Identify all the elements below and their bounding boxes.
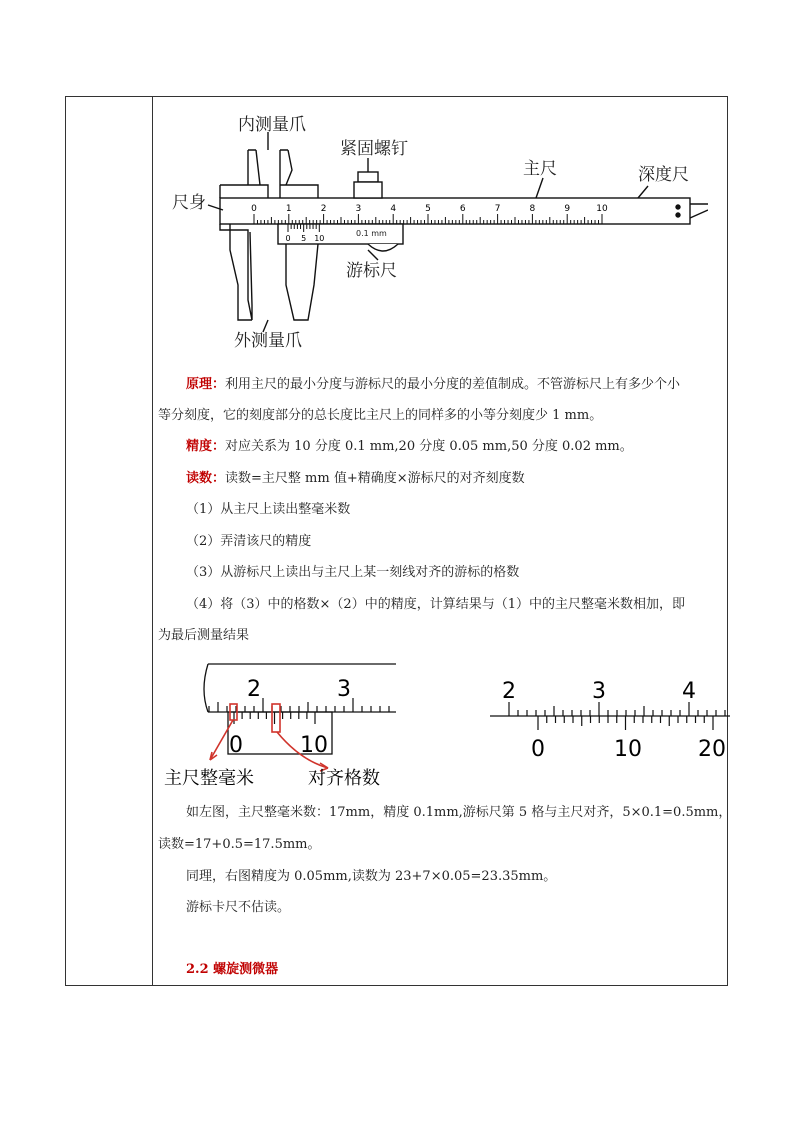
label-lock-screw: 紧固螺钉 [340, 139, 408, 159]
right-vernier-num: 20 [698, 737, 726, 762]
principle-line-1: 原理：利用主尺的最小分度与游标尺的最小分度的差值制成。不管游标尺上有多少个小 [186, 377, 681, 392]
right-main-num: 3 [592, 679, 606, 704]
label-outer-jaw: 外测量爪 [234, 331, 302, 351]
reading-line: 读数：读数=主尺整 mm 值+精确度×游标尺的对齐刻度数 [186, 471, 525, 486]
label-main-scale: 主尺 [523, 159, 557, 179]
right-vernier-num: 0 [531, 737, 545, 762]
example-2: 同理，右图精度为 0.05mm,读数为 23+7×0.05=23.35mm。 [186, 869, 557, 884]
caliper-main-number: 10 [596, 204, 608, 214]
label-main-mm: 主尺整毫米 [164, 768, 254, 789]
label-depth-rod: 深度尺 [638, 165, 689, 185]
caliper-main-number: 2 [320, 204, 327, 214]
highlight-box-align [272, 704, 280, 732]
caliper-main-number: 9 [564, 204, 571, 214]
caliper-main-number: 5 [425, 204, 431, 214]
example-1-line-2: 读数=17+0.5=17.5mm。 [158, 837, 321, 852]
right-main-num: 2 [502, 679, 516, 704]
caliper-vernier-number: 0 [285, 234, 291, 243]
caliper-main-number: 4 [390, 204, 397, 214]
step-3: （3）从游标尺上读出与主尺上某一刻线对齐的游标的格数 [186, 565, 520, 580]
caliper-vernier-number: 5 [301, 234, 307, 243]
label-precision: 0.1 mm [356, 229, 387, 238]
step-1: （1）从主尺上读出整毫米数 [186, 502, 351, 517]
label-body: 尺身 [172, 193, 206, 213]
caliper-main-number: 6 [459, 204, 466, 214]
principle-line-2: 等分刻度，它的刻度部分的总长度比主尺上的同样多的小等分刻度少 1 mm。 [158, 408, 603, 423]
table-left-column [66, 97, 153, 985]
caliper-main-number: 3 [355, 204, 362, 214]
caliper-vernier-number: 10 [314, 234, 325, 243]
left-main-num: 2 [247, 677, 261, 702]
label-inner-jaw: 内测量爪 [238, 115, 306, 135]
precision-line: 精度：对应关系为 10 分度 0.1 mm,20 分度 0.05 mm,50 分度 0.02 mm。 [186, 439, 633, 454]
caliper-main-number: 8 [529, 204, 536, 214]
example-right-figure [490, 672, 730, 767]
left-main-num: 3 [337, 677, 351, 702]
caliper-main-number: 7 [494, 204, 501, 214]
note-line: 游标卡尺不估读。 [186, 900, 291, 915]
vernier-caliper-diagram [168, 110, 708, 355]
example-left-figure [160, 660, 400, 790]
label-align-count: 对齐格数 [308, 768, 380, 789]
section-heading: 2.2 螺旋测微器 [186, 962, 279, 977]
left-vernier-num: 10 [300, 733, 328, 758]
right-main-num: 4 [682, 679, 696, 704]
step-4-line-2: 为最后测量结果 [158, 628, 250, 643]
caliper-main-number: 0 [251, 204, 257, 214]
right-vernier-num: 10 [614, 737, 642, 762]
label-vernier: 游标尺 [346, 261, 397, 281]
example-1-line-1: 如左图，主尺整毫米数：17mm，精度 0.1mm,游标尺第 5 格与主尺对齐，5×0.1=0.5mm， [186, 805, 732, 820]
left-vernier-num: 0 [229, 733, 243, 758]
caliper-main-number: 1 [285, 204, 292, 214]
step-2: （2）弄清该尺的精度 [186, 534, 312, 549]
step-4-line-1: （4）将（3）中的格数×（2）中的精度，计算结果与（1）中的主尺整毫米数相加，即 [186, 597, 685, 612]
